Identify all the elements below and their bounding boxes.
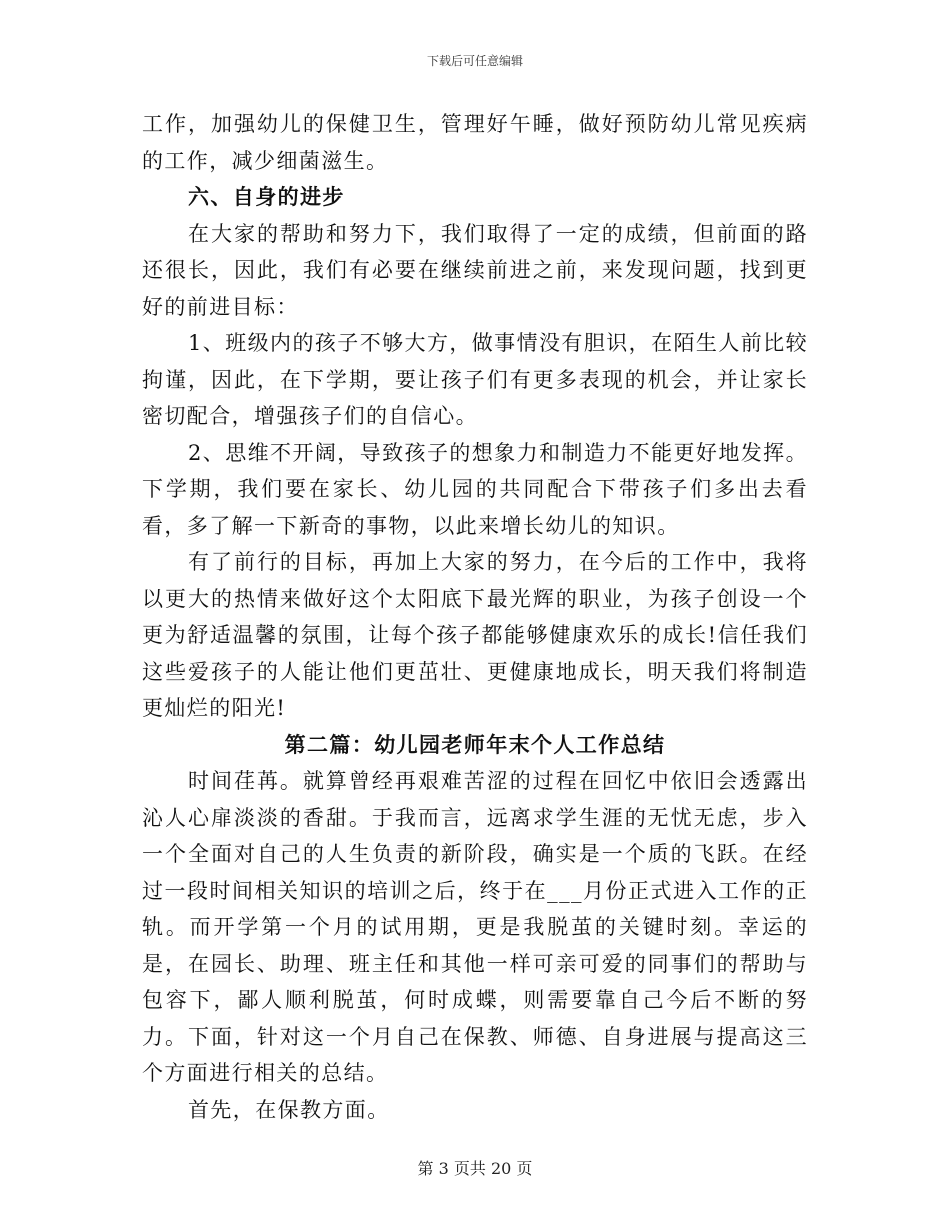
paragraph: 2、思维不开阔，导致孩子的想象力和制造力不能更好地发挥。下学期，我们要在家长、幼儿园的共同配合下带孩子们多出去看看，多了解一下新奇的事物，以此来增长幼儿的知识。 xyxy=(142,440,808,538)
article-title: 第二篇：幼儿园老师年末个人工作总结 xyxy=(284,731,666,757)
document-body xyxy=(142,106,808,1128)
paragraph: 在大家的帮助和努力下，我们取得了一定的成绩，但前面的路还很长，因此，我们有必要在继续前进之前，来发现问题，找到更好的前进目标： xyxy=(142,221,808,319)
paragraph: 1、班级内的孩子不够大方，做事情没有胆识，在陌生人前比较拘谨，因此，在下学期，要让孩子们有更多表现的机会，并让家长密切配合，增强孩子们的自信心。 xyxy=(142,331,808,428)
paragraph: 时间荏苒。就算曾经再艰难苦涩的过程在回忆中依旧会透露出沁人心扉淡淡的香甜。于我而言，远离求学生涯的无忧无虑，步入一个全面对自己的人生负责的新阶段，确实是一个质的飞跃。在经过一段时间相关知识的培训之后，终于在___月份正式进入工作的正轨。而开学第一个月的试用期，更是我脱茧的关键时刻。幸运的是，在园长、助理、班主任和其他一样可亲可爱的同事们的帮助与包容下，鄙人顺利脱茧，何时成蝶，则需要靠自己今后不断的努力。下面，针对这一个月自己在保教、师德、自身进展与提高这三个方面进行相关的总结。 xyxy=(142,769,808,1085)
page-footer: 第 3 页共 20 页 xyxy=(417,1159,533,1178)
paragraph: 工作，加强幼儿的保健卫生，管理好午睡，做好预防幼儿常见疾病的工作，减少细菌滋生。 xyxy=(142,112,808,173)
paragraph: 有了前行的目标，再加上大家的努力，在今后的工作中，我将以更大的热情来做好这个太阳底下最光辉的职业，为孩子创设一个更为舒适温馨的氛围，让每个孩子都能够健康欢乐的成长!信任我们这些爱孩子的人能让他们更茁壮、更健康地成长，明天我们将制造更灿烂的阳光! xyxy=(142,550,808,720)
page-header: 下载后可任意编辑 xyxy=(426,54,523,68)
section-heading: 六、自身的进步 xyxy=(188,184,345,209)
paragraph: 首先，在保教方面。 xyxy=(188,1097,390,1122)
